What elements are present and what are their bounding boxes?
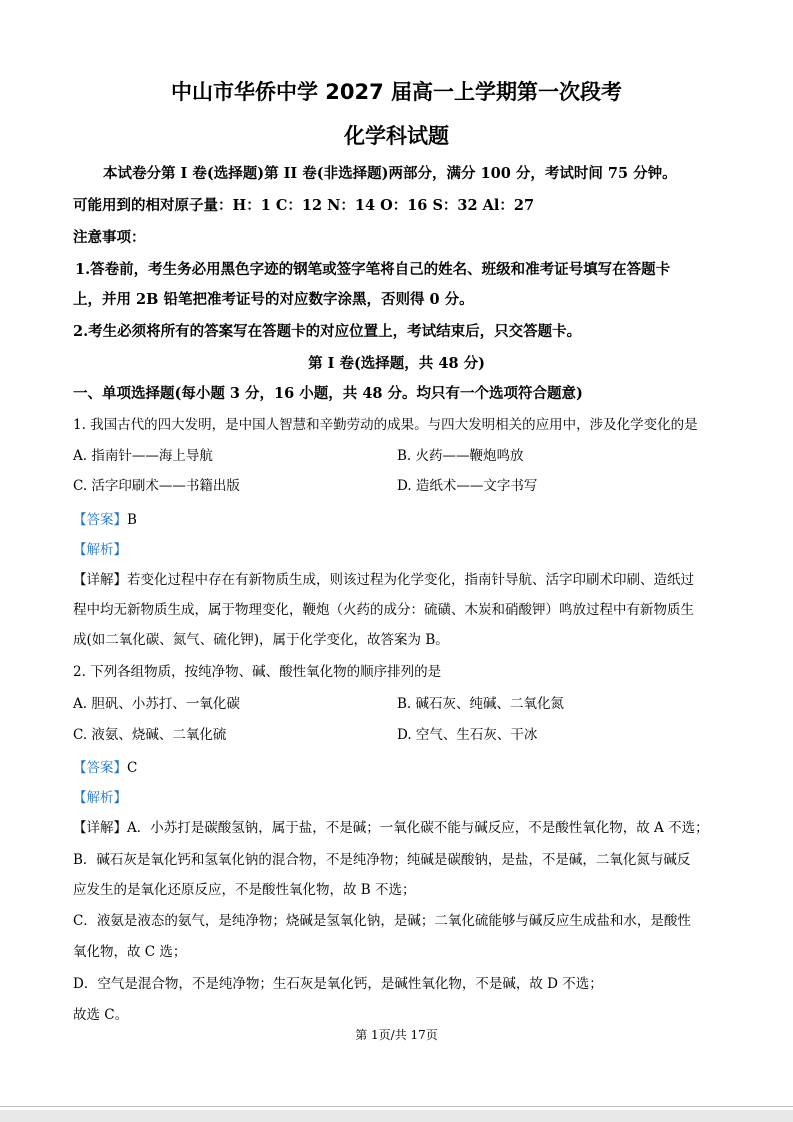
q2-answer <box>73 756 137 776</box>
section-title: 第 I 卷(选择题，共 48 分) <box>308 355 485 372</box>
q2-option-a: A. 胆矾、小苏打、一氧化碳 <box>73 696 240 712</box>
detail-tag: 【详解】 <box>73 820 127 836</box>
q1-stem: 1. 我国古代的四大发明，是中国人智慧和辛勤劳动的成果。与四大发明相关的应用中，涉及化学变化的是 <box>73 417 698 433</box>
page-title: 中山市华侨中学 2027 届高一上学期第一次段考 <box>170 80 623 104</box>
notice-1b: 上，并用 2B 铅笔把准考证号的对应数字涂黑，否则得 0 分。 <box>73 291 474 308</box>
detail-tag: 【详解】 <box>73 572 127 588</box>
q1-answer <box>73 508 137 528</box>
q2-option-c: C. 液氨、烧碱、二氧化硫 <box>73 727 227 743</box>
q2-option-b: B. 碱石灰、纯碱、二氧化氮 <box>397 696 565 712</box>
q2-detail-1 <box>73 816 709 836</box>
q2-detail-5: 氧化物，故 C 选； <box>73 944 187 960</box>
intro-line-1: 本试卷分第 I 卷(选择题)第 II 卷(非选择题)两部分，满分 100 分，考试时间 75 分钟。 <box>103 165 677 182</box>
q2-detail-6: D．空气是混合物，不是纯净物；生石灰是氧化钙，是碱性氧化物，不是碱，故 D 不选； <box>73 976 603 992</box>
q1-analysis-tag: 【解析】 <box>73 542 127 558</box>
intro-line-2: 可能用到的相对原子量：H：1 C：12 N：14 O：16 S：32 Al：27 <box>73 197 535 214</box>
notice-2: 2.考生必须将所有的答案写在答题卡的对应位置上，考试结束后，只交答题卡。 <box>73 323 582 340</box>
answer-tag: 【答案】 <box>73 760 127 776</box>
answer-value: B <box>127 512 137 528</box>
bottom-band <box>0 1110 793 1122</box>
notice-title: 注意事项： <box>73 229 146 246</box>
detail-text: A．小苏打是碳酸氢钠，属于盐，不是碱；一氧化碳不能与碱反应，不是酸性氧化物，故 A 不选； <box>127 820 709 836</box>
q2-option-d: D. 空气、生石灰、干冰 <box>397 727 538 743</box>
q2-detail-3: 应发生的是氧化还原反应，不是酸性氧化物，故 B 不选； <box>73 882 416 898</box>
answer-value: C <box>127 760 138 776</box>
q2-analysis-tag: 【解析】 <box>73 790 127 806</box>
q1-detail-3: 成(如二氧化碳、氮气、硫化钾)，属于化学变化，故答案为 B。 <box>73 632 449 648</box>
q2-stem: 2. 下列各组物质，按纯净物、碱、酸性氧化物的顺序排列的是 <box>73 664 442 680</box>
detail-text: 若变化过程中存在有新物质生成，则该过程为化学变化，指南针导航、活字印刷术印刷、造纸过 <box>127 572 694 588</box>
q1-detail-2: 程中均无新物质生成，属于物理变化，鞭炮（火药的成分：硫磺、木炭和硝酸钾）鸣放过程中有新物质生 <box>73 602 694 618</box>
page-subtitle: 化学科试题 <box>344 124 449 148</box>
q1-option-c: C. 活字印刷术——书籍出版 <box>73 478 240 494</box>
bottom-divider <box>0 1106 793 1107</box>
q1-option-a: A. 指南针——海上导航 <box>73 448 213 464</box>
q2-detail-7: 故选 C。 <box>73 1007 129 1023</box>
q2-detail-4: C．液氨是液态的氨气，是纯净物；烧碱是氢氧化钠，是碱；二氧化硫能够与碱反应生成盐和水，是酸性 <box>73 913 691 929</box>
q1-detail-1 <box>73 568 694 588</box>
q2-detail-2: B．碱石灰是氧化钙和氢氧化钠的混合物，不是纯净物；纯碱是碳酸钠，是盐，不是碱，二氧化氮与碱反 <box>73 852 691 868</box>
notice-1a: 1.答卷前，考生务必用黑色字迹的钢笔或签字笔将自己的姓名、班级和准考证号填写在答题卡 <box>75 261 671 278</box>
section-part: 一、单项选择题(每小题 3 分，16 小题，共 48 分。均只有一个选项符合题意) <box>73 385 583 402</box>
answer-tag: 【答案】 <box>73 512 127 528</box>
q1-option-d: D. 造纸术——文字书写 <box>397 478 538 494</box>
q1-option-b: B. 火药——鞭炮鸣放 <box>397 448 524 464</box>
page-footer: 第 1页/共 17页 <box>355 1028 438 1042</box>
